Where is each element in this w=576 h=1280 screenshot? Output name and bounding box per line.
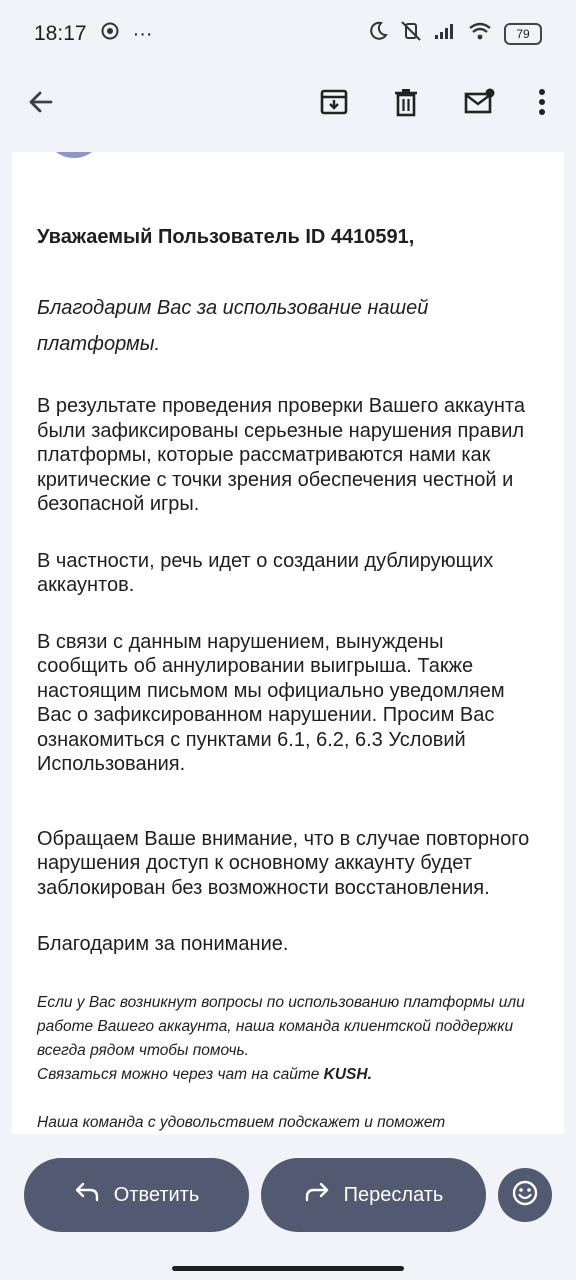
status-right [368, 21, 542, 47]
email-thanks: Благодарим Вас за использование нашей платформы. [37, 297, 429, 355]
brand-name: KUSH. [323, 1065, 372, 1083]
status-more: ··· [132, 22, 153, 45]
email-paragraph-4: Обращаем Ваше внимание, что в случае повторного нарушения доступ к основному аккаунту будет заблокирован без возможности восстановления. [37, 827, 530, 899]
moon-icon [368, 21, 388, 47]
email-body [12, 152, 564, 1134]
status-left [34, 22, 153, 46]
email-paragraph-3: В связи с данным нарушением, вынуждены сообщить об аннулировании выигрыша. Также настоящим письмом мы официально уведомляем Вас о зафиксированном нарушении. Просим Вас ознакомиться с пунктами 6.1, 6.2, 6.3 Условий Использования. [37, 630, 505, 775]
support-text: Если у Вас возникнут вопросы по использованию платформы или работе Вашего аккаунта, наша команда клиентской поддержки всегда рядом чтобы помочь. [37, 993, 525, 1059]
contact-text: Связаться можно через чат на сайте [37, 1065, 324, 1083]
reply-icon [74, 1181, 100, 1209]
email-content [37, 222, 537, 1134]
smiley-icon [511, 1179, 539, 1212]
chrome-icon [101, 22, 119, 46]
email-paragraph-2: В частности, речь идет о создании дублирующих аккаунтов. [37, 549, 494, 596]
battery-indicator: 79 [504, 23, 542, 45]
forward-icon [304, 1181, 330, 1209]
wifi-icon [468, 22, 492, 46]
email-paragraph-5: Благодарим за понимание. [37, 933, 289, 955]
bottom-action-bar [0, 1140, 576, 1280]
email-paragraph-1: В результате проведения проверки Вашего аккаунта были зафиксированы серьезные нарушения правил платформы, которые рассматриваются нами как критические с точки зрения обеспечения честной и безопасной игры. [37, 395, 525, 515]
gesture-nav-handle[interactable] [172, 1266, 404, 1271]
forward-button[interactable] [261, 1158, 486, 1232]
archive-button[interactable] [308, 78, 360, 130]
status-bar [0, 0, 576, 68]
reply-label: Ответить [113, 1183, 200, 1206]
reply-button[interactable] [24, 1158, 249, 1232]
trash-icon [392, 87, 420, 122]
archive-icon [319, 87, 349, 122]
email-greeting: Уважаемый Пользователь ID 4410591, [37, 226, 415, 248]
arrow-left-icon [27, 88, 55, 121]
status-time: 18:17 [34, 22, 87, 45]
signal-icon [434, 22, 456, 46]
avatar [44, 152, 104, 158]
top-app-bar [0, 68, 576, 140]
mark-unread-button[interactable] [454, 78, 506, 130]
delete-button[interactable] [380, 78, 432, 130]
mute-vibrate-icon [400, 21, 422, 47]
back-button[interactable] [15, 78, 67, 130]
support-note [37, 991, 537, 1087]
emoji-reaction-button[interactable] [498, 1168, 552, 1222]
more-vert-icon [538, 88, 546, 121]
more-options-button[interactable] [516, 78, 568, 130]
cutoff-text: Наша команда с удовольствием подскажет и поможет [37, 1113, 446, 1131]
forward-label: Переслать [343, 1183, 444, 1206]
mail-unread-icon [464, 88, 496, 121]
